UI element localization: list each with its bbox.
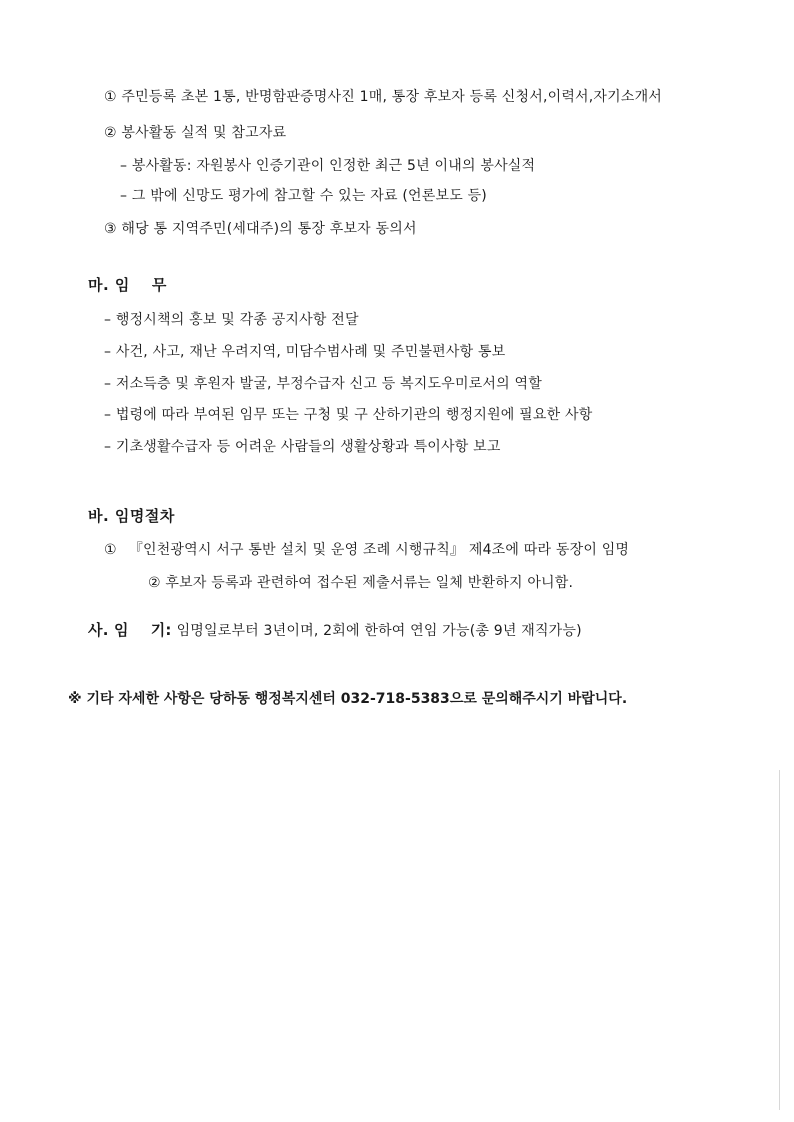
- term-label-suffix: 기:: [150, 621, 172, 639]
- contact-notice: ※ 기타 자세한 사항은 당하동 행정복지센터 032-718-5383으로 문의해주시기 바랍니다.: [68, 691, 628, 707]
- documents-item-1: ① 주민등록 초본 1통, 반명함판증명사진 1매, 통장 후보자 등록 신청서,이력서,자기소개서: [104, 89, 663, 105]
- scan-edge-divider: [779, 770, 780, 1110]
- duties-heading: [88, 274, 167, 296]
- duties-heading-suffix: 무: [151, 276, 167, 294]
- appointment-item-1-text: 『인천광역시 서구 통반 설치 및 운영 조례 시행규칙』 제4조에 따라 동장이 임명: [128, 542, 630, 558]
- appointment-item-2: ② 후보자 등록과 관련하여 접수된 제출서류는 일체 반환하지 아니함.: [148, 575, 574, 591]
- term-label-prefix: 사. 임: [88, 621, 129, 639]
- duty-item: – 법령에 따라 부여된 임무 또는 구청 및 구 산하기관의 행정지원에 필요한 사항: [104, 407, 593, 423]
- term-text: 임명일로부터 3년이며, 2회에 한하여 연임 가능(총 9년 재직가능): [176, 623, 582, 639]
- documents-item-2-sub-1: – 봉사활동: 자원봉사 인증기관이 인정한 최근 5년 이내의 봉사실적: [120, 158, 536, 174]
- documents-item-2-sub-2: – 그 밖에 신망도 평가에 참고할 수 있는 자료 (언론보도 등): [120, 188, 487, 204]
- documents-item-2: ② 봉사활동 실적 및 참고자료: [104, 125, 287, 141]
- appointment-heading: 바. 임명절차: [88, 507, 175, 525]
- duties-heading-prefix: 마. 임: [88, 276, 130, 294]
- term-row: [88, 620, 582, 641]
- documents-item-3: ③ 해당 통 지역주민(세대주)의 통장 후보자 동의서: [104, 221, 417, 237]
- appointment-item-1-number: ①: [104, 542, 117, 558]
- duty-item: – 저소득층 및 후원자 발굴, 부정수급자 신고 등 복지도우미로서의 역할: [104, 376, 542, 392]
- duty-item: – 행정시책의 홍보 및 각종 공지사항 전달: [104, 312, 359, 328]
- appointment-item-1: [104, 540, 629, 560]
- duty-item: – 사건, 사고, 재난 우려지역, 미담수범사례 및 주민불편사항 통보: [104, 344, 506, 360]
- duty-item: – 기초생활수급자 등 어려운 사람들의 생활상황과 특이사항 보고: [104, 439, 501, 455]
